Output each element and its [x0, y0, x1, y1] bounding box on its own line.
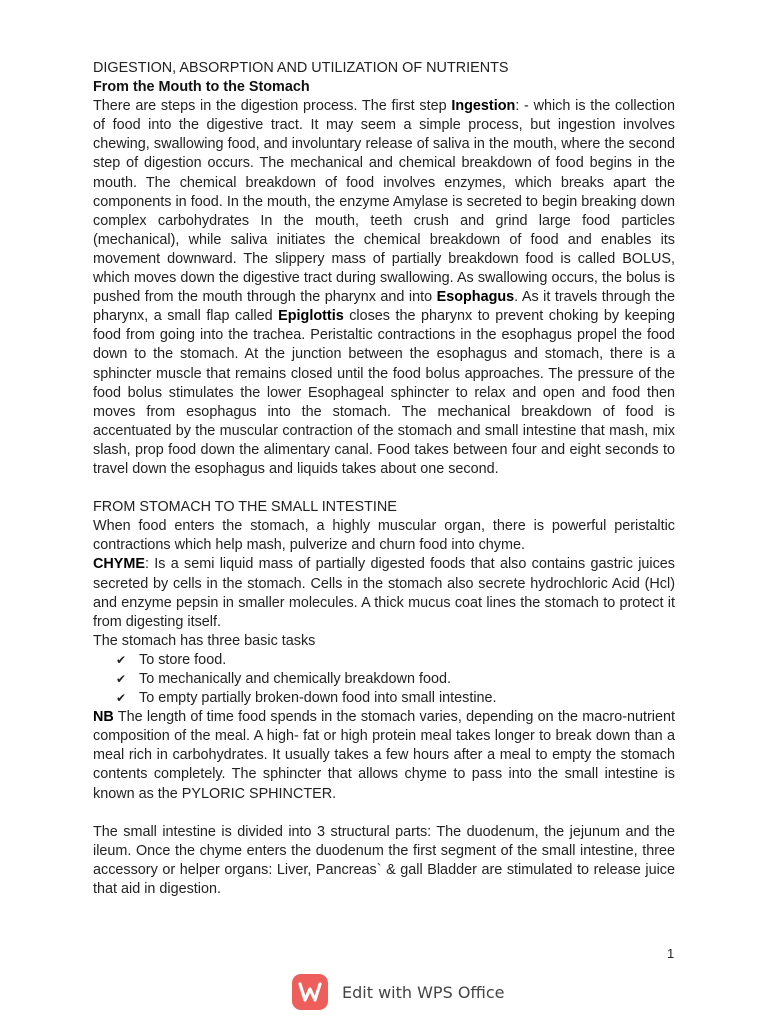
term-epiglottis: Epiglottis	[278, 308, 344, 325]
list-item	[116, 651, 675, 670]
list-item-text: To empty partially broken-down food into small intestine.	[139, 690, 497, 707]
document-title: DIGESTION, ABSORPTION AND UTILIZATION OF NUTRIENTS	[93, 60, 509, 76]
tasks-intro: The stomach has three basic tasks	[93, 632, 316, 649]
paragraph-text: closes the pharynx to prevent choking by keeping food from going into the trachea. Peristaltic contractions in the esophagus propel the food down to the stomach. At the junction between the esophagus and stomach, there is a sphincter muscle that remains closed until the food bolus approaches. The pressure of the food bolus stimulates the lower Esophageal sphincter to relax and open and food then moves from esophagus into the stomach. The mechanical breakdown of food is accentuated by the muscular contraction of the stomach and small intestine that mash, mix slash, prop food down the alimentary canal. Food takes between four and eight seconds to travel down the esophagus and liquids takes about one second.	[93, 308, 675, 477]
checkmark-icon: ✔	[116, 691, 127, 706]
paragraph-nb	[93, 708, 675, 803]
wps-edit-label: Edit with WPS Office	[342, 982, 505, 1002]
paragraph-mouth-to-stomach	[93, 97, 675, 479]
list-item	[116, 689, 675, 708]
paragraph-text: The length of time food spends in the stomach varies, depending on the macro-nutrient composition of the meal. A high- fat or high protein meal takes longer to break down than a meal rich in carbohydrates. It usually takes a few hours after a meal to empty the stomach contents completely. The sphincter that allows chyme to pass into the small intestine is known as the PYLORIC SPHINCTER.	[93, 709, 675, 802]
wps-edit-button[interactable]	[292, 974, 505, 1010]
wps-logo-glyph	[298, 981, 322, 1003]
term-esophagus: Esophagus	[436, 289, 515, 306]
section-subtitle: From the Mouth to the Stomach	[93, 79, 310, 96]
task-list	[93, 651, 675, 708]
list-item	[116, 670, 675, 689]
paragraph-spacer	[93, 804, 675, 823]
wps-logo-icon	[292, 974, 328, 1010]
document-body	[93, 59, 675, 899]
paragraph-spacer	[93, 479, 675, 498]
section-heading-stomach: FROM STOMACH TO THE SMALL INTESTINE	[93, 499, 397, 516]
page-number: 1	[667, 946, 675, 961]
list-item-text: To store food.	[139, 651, 227, 668]
term-nb: NB	[93, 709, 114, 726]
paragraph-text: . As it travels through the pharynx, a small flap called	[93, 289, 675, 325]
paragraph-text: There are steps in the digestion process. The first step	[93, 98, 452, 115]
list-item-text: To mechanically and chemically breakdown food.	[139, 671, 451, 687]
paragraph-chyme	[93, 555, 675, 631]
term-ingestion: Ingestion	[451, 98, 516, 115]
paragraph-small-intestine: The small intestine is divided into 3 structural parts: The duodenum, the jejunum and the ileum. Once the chyme enters the duodenum the first segment of the small intestine, three accessory or helper organs: Liver, Pancreas` & gall Bladder are stimulated to release juice that aid in digestion.	[93, 823, 675, 898]
paragraph-text: : Is a semi liquid mass of partially digested foods that also contains gastric juices secreted by cells in the stomach. Cells in the stomach also secrete hydrochloric Acid (Hcl) and enzyme pepsin in smaller molecules. A thick mucus coat lines the stomach to protect it from digesting itself.	[93, 556, 675, 630]
paragraph-stomach: When food enters the stomach, a highly muscular organ, there is powerful peristaltic contractions which help mash, pulverize and churn food into chyme.	[93, 518, 675, 554]
checkmark-icon: ✔	[116, 652, 127, 667]
term-chyme: CHYME	[93, 556, 145, 573]
checkmark-icon: ✔	[116, 672, 127, 686]
paragraph-text: : - which is the collection of food into the digestive tract. It may seem a simple process, but ingestion involves chewing, swallowing food, and involuntary release of saliva in the mouth, where the second step of digestion occurs. The mechanical and chemical breakdown of food begins in the mouth. The chemical breakdown of food involves enzymes, which breaks apart the components in food. In the mouth, the enzyme Amylase is secreted to begin breaking down complex carbohydrates In the mouth, teeth crush and grind large food particles (mechanical), while saliva initiates the chemical breakdown of food and enables its movement downward. The slippery mass of partially breakdown food is called BOLUS, which moves down the digestive tract during swallowing. As swallowing occurs, the bolus is pushed from the mouth through the pharynx and into	[93, 98, 676, 306]
